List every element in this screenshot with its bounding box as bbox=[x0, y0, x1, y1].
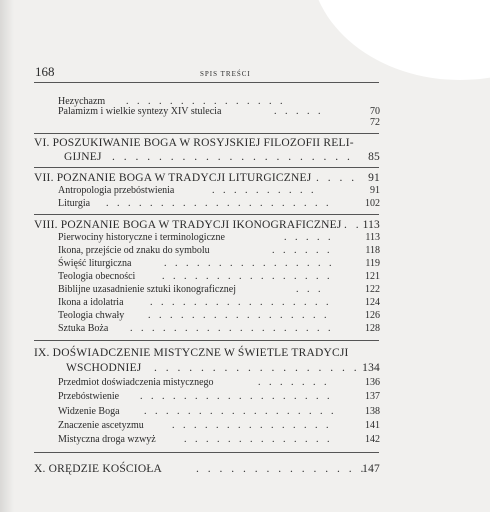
toc-entry-title: Antropologia przebóstwienia bbox=[58, 185, 175, 196]
toc-entry-page: 91 bbox=[370, 185, 380, 196]
toc-entry-title: Teologia chwały bbox=[58, 310, 125, 321]
toc-entry-title: Liturgia bbox=[58, 198, 91, 209]
toc-entry-title: Palamizm i wielkie syntezy XIV stulecia bbox=[58, 106, 222, 117]
toc-entry-page: 121 bbox=[365, 271, 380, 282]
leader-dots: . . . . . . . . . . . . . . . . bbox=[164, 258, 335, 269]
leader-dots: . . . bbox=[296, 284, 324, 295]
section-rule bbox=[34, 452, 379, 453]
toc-entry-page: 138 bbox=[365, 406, 380, 417]
toc-entry-title: Teologia obecności bbox=[58, 271, 136, 282]
header-rule bbox=[34, 82, 379, 83]
leader-dots: . . . . . . . . . . . . . . . . . . . . . bbox=[112, 151, 353, 163]
leader-dots: . . . . bbox=[316, 172, 358, 184]
toc-chapter-title: VIII. POZNANIE BOGA W TRADYCJI IKONOGRAFICZNEJ bbox=[34, 219, 342, 231]
leader-dots: . . . . . . . . . . bbox=[212, 185, 317, 196]
leader-dots: . . . . . . . bbox=[258, 377, 330, 388]
toc-entry-page: 72 bbox=[370, 117, 380, 128]
leader-dots: . . bbox=[344, 219, 362, 231]
toc-entry-title: Ikona a idolatria bbox=[58, 297, 124, 308]
toc-chapter-title: VI. POSZUKIWANIE BOGA W ROSYJSKIEJ FILOZOFII RELI- bbox=[34, 137, 354, 149]
leader-dots: . . . . . bbox=[274, 106, 324, 117]
leader-dots: . . . . . . . . . . . . . . . . . . . bbox=[130, 323, 334, 334]
toc-entry-title: Widzenie Boga bbox=[58, 406, 120, 417]
leader-dots: . . . . . . . . . . . . . . . . . bbox=[148, 310, 330, 321]
toc-entry-title: Święść liturgiczna bbox=[58, 258, 132, 269]
section-rule bbox=[34, 340, 379, 341]
toc-entry-title: Mistyczna droga wzwyż bbox=[58, 434, 156, 445]
toc-entry-page: 122 bbox=[365, 284, 380, 295]
binding-shadow bbox=[0, 0, 14, 512]
toc-entry-title: Pierwociny historyczne i terminologiczne bbox=[58, 232, 225, 243]
toc-entry-title: Sztuka Boża bbox=[58, 323, 109, 334]
toc-entry-page: 85 bbox=[368, 151, 380, 163]
toc-entry-page: 126 bbox=[365, 310, 380, 321]
toc-entry-page: 128 bbox=[365, 323, 380, 334]
leader-dots: . . . . . . . . . . . . . . . . . . bbox=[140, 391, 333, 402]
leader-dots: . . . . . bbox=[284, 232, 334, 243]
toc-entry-page: 141 bbox=[365, 420, 380, 431]
toc-entry-title: Ikona, przejście od znaku do symbolu bbox=[58, 245, 210, 256]
toc-entry-page: 136 bbox=[365, 377, 380, 388]
leader-dots: . . . . . . . . . . . . . . . bbox=[172, 420, 332, 431]
section-rule bbox=[34, 214, 379, 215]
leader-dots: . . . . . . . . . . . . . . . . . . bbox=[154, 362, 360, 374]
toc-chapter-title: X. ORĘDZIE KOŚCIOŁA bbox=[34, 463, 163, 475]
toc-entry-page: 142 bbox=[365, 434, 380, 445]
toc-chapter-title: WSCHODNIEJ bbox=[66, 362, 142, 374]
toc-entry-page: 70 bbox=[370, 106, 380, 117]
leader-dots: . . . . . . . . . . . . . . bbox=[184, 434, 333, 445]
toc-entry-title: Hezychazm bbox=[58, 96, 106, 107]
leader-dots: . . . . . . . . . . . . . . . bbox=[126, 96, 286, 107]
page-curl bbox=[310, 0, 490, 80]
toc-entry-title: Znaczenie ascetyzmu bbox=[58, 420, 144, 431]
leader-dots: . . . . . . . . . . . . . . . bbox=[196, 463, 367, 475]
toc-entry-page: 119 bbox=[365, 258, 380, 269]
leader-dots: . . . . . . . . . . . . . . . . bbox=[162, 271, 333, 282]
toc-chapter-title: IX. DOŚWIADCZENIE MISTYCZNE W ŚWIETLE TRADYCJI bbox=[34, 347, 349, 359]
toc-chapter-title: VII. POZNANIE BOGA W TRADYCJI LITURGICZNEJ bbox=[34, 172, 312, 184]
toc-entry-page: 113 bbox=[362, 219, 380, 231]
toc-entry-page: 113 bbox=[365, 232, 380, 243]
section-rule bbox=[34, 167, 379, 168]
page-number: 168 bbox=[35, 64, 55, 79]
section-rule bbox=[34, 133, 379, 134]
toc-entry-page: 118 bbox=[365, 245, 380, 256]
leader-dots: . . . . . . . . . . . . . . . . . . bbox=[144, 406, 337, 417]
toc-entry-title: Biblijne uzasadnienie sztuki ikonograficznej bbox=[58, 284, 236, 295]
leader-dots: . . . . . . . . . . . . . . . . . . . . . bbox=[106, 198, 332, 209]
running-head: SPIS TREŚCI bbox=[200, 70, 251, 78]
toc-entry-page: 124 bbox=[365, 297, 380, 308]
toc-entry-page: 102 bbox=[365, 198, 380, 209]
toc-entry-page: 134 bbox=[362, 362, 380, 374]
toc-entry-page: 91 bbox=[368, 172, 380, 184]
toc-entry-title: Przebóstwienie bbox=[58, 391, 120, 402]
leader-dots: . . . . . . . . . . . . . . . . . bbox=[150, 297, 332, 308]
leader-dots: . . . . . . bbox=[272, 245, 333, 256]
toc-entry-title: Przedmiot doświadczenia mistycznego bbox=[58, 377, 214, 388]
toc-entry-page: 137 bbox=[365, 391, 380, 402]
toc-chapter-title: GIJNEJ bbox=[64, 151, 102, 163]
toc-entry-page: 147 bbox=[362, 463, 380, 475]
